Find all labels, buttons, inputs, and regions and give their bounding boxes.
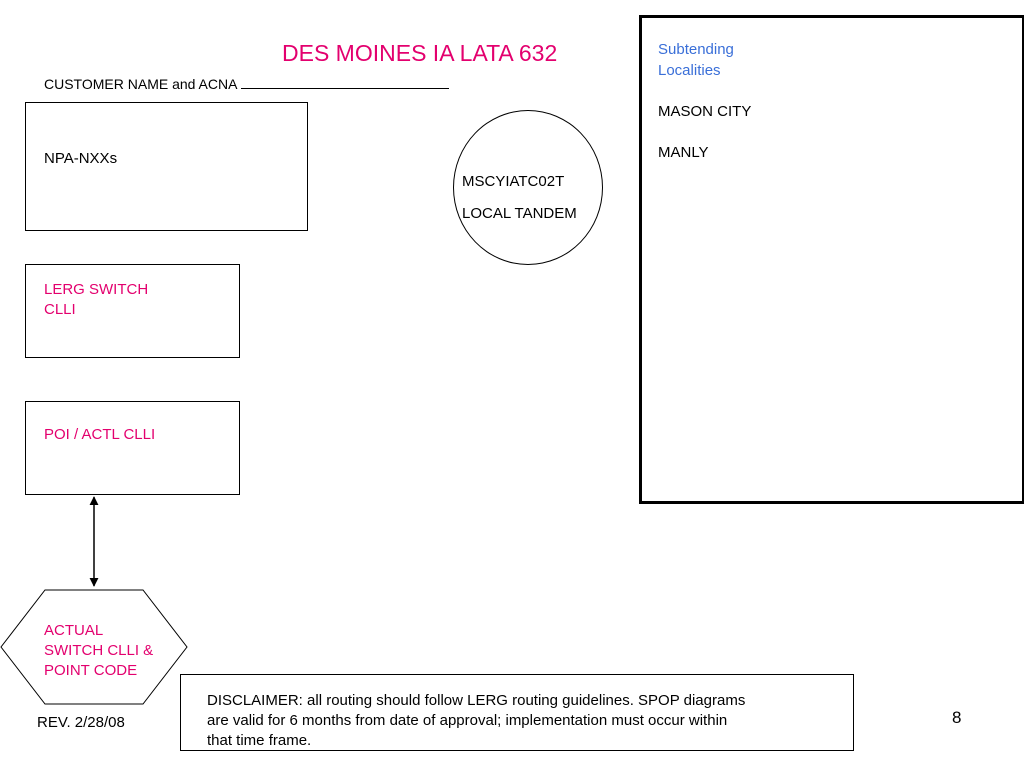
actual-switch-line3: POINT CODE <box>44 662 138 679</box>
disclaimer-line1: DISCLAIMER: all routing should follow LERG routing guidelines. SPOP diagrams <box>207 692 746 709</box>
lerg-clli-label: CLLI <box>44 301 76 318</box>
locality-item: MASON CITY <box>658 103 752 120</box>
disclaimer-line2: are valid for 6 months from date of approval; implementation must occur within <box>207 712 728 729</box>
tandem-type-label: LOCAL TANDEM <box>462 205 577 222</box>
npa-nxx-label: NPA-NXXs <box>44 150 118 167</box>
actual-switch-line1: ACTUAL <box>44 622 104 639</box>
localities-heading-line2: Localities <box>658 62 721 79</box>
customer-name-label: CUSTOMER NAME and ACNA <box>44 76 237 92</box>
page-number: 8 <box>952 708 962 727</box>
slide-title: DES MOINES IA LATA 632 <box>282 40 558 66</box>
disclaimer-line3: that time frame. <box>207 732 312 749</box>
poi-actl-clli-label: POI / ACTL CLLI <box>44 426 156 443</box>
tandem-clli-label: MSCYIATC02T <box>462 173 565 190</box>
disclaimer-box <box>180 674 854 751</box>
locality-item: MANLY <box>658 144 709 161</box>
actual-switch-line2: SWITCH CLLI & <box>44 642 154 659</box>
lerg-switch-label: LERG SWITCH <box>44 281 149 298</box>
localities-heading-line1: Subtending <box>658 41 734 58</box>
revision-date: REV. 2/28/08 <box>37 714 125 731</box>
